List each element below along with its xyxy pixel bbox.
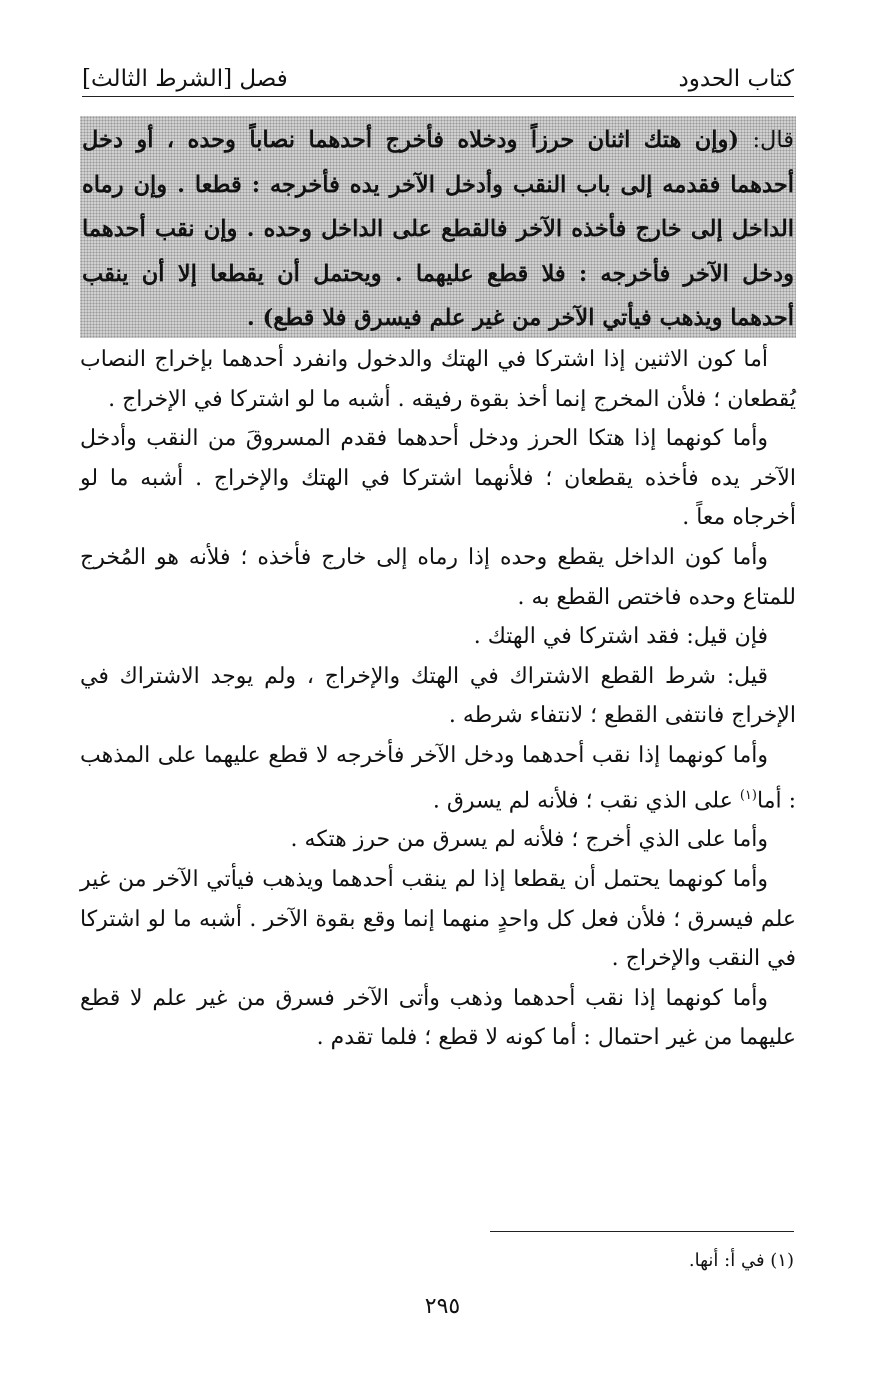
matn-highlighted-block <box>80 116 796 338</box>
header-rule <box>82 96 794 97</box>
paragraph <box>80 736 796 821</box>
footnote: (١) في أ: أنها. <box>688 1250 794 1271</box>
book-title: كتاب الحدود <box>678 66 794 92</box>
paragraph: أما كون الاثنين إذا اشتركا في الهتك والدخول وانفرد أحدهما بإخراج النصاب يُقطعان ؛ فلأن المخرج إنما أخذ بقوة رفيقه . أشبه ما لو اشتركا في الإخراج . <box>80 347 796 412</box>
paragraph: وأما كونهما يحتمل أن يقطعا إذا لم ينقب أحدهما ويذهب فيأتي الآخر من غير علم فيسرق ؛ فلأن فعل كل واحدٍ منهما إنما وقع بقوة الآخر . أشبه ما لو اشتركا في النقب والإخراج . <box>80 867 796 972</box>
paragraph: وأما كونهما إذا نقب أحدهما وذهب وأتى الآخر فسرق من غير علم لا قطع عليهما من غير احتمال : أما كونه لا قطع ؛ فلما تقدم . <box>80 985 796 1051</box>
running-header <box>82 52 794 92</box>
footnote-marker: (١) <box>739 787 757 803</box>
section-title: فصل [الشرط الثالث] <box>82 66 288 92</box>
paragraph: فإن قيل: فقد اشتركا في الهتك . <box>473 624 768 650</box>
paragraph: وأما كون الداخل يقطع وحده إذا رماه إلى خارج فأخذه ؛ فلأنه هو المُخرج للمتاع وحده فاختص القطع به . <box>80 544 796 610</box>
footnote-rule <box>490 1231 794 1232</box>
paragraph: قيل: شرط القطع الاشتراك في الهتك والإخراج ، ولم يوجد الاشتراك في الإخراج فانتفى القطع ؛ لانتفاء شرطه . <box>80 663 796 729</box>
matn-text: (وإن هتك اثنان حرزاً ودخلاه فأخرج أحدهما نصاباً وحده ، أو دخل أحدهما فقدمه إلى باب النقب وأدخل الآخر يده فأخرجه : قطعا . وإن رماه الداخل إلى خارج فأخذه الآخر فالقطع على الداخل وحده . وإن نقب أحدهما ودخل الآخر فأخرجه : فلا قطع عليهما . ويحتمل أن يقطعا إلا أن ينقب أحدهما ويذهب فيأتي الآخر من غير علم فيسرق فلا قطع) . <box>82 127 794 331</box>
paragraph: وأما على الذي أخرج ؛ فلأنه لم يسرق من حرز هتكه . <box>290 827 768 853</box>
paragraph-text: وأما كونهما إذا نقب أحدهما ودخل الآخر فأخرجه لا قطع عليهما على المذهب : أما <box>80 742 796 813</box>
matn-lead: قال: <box>752 127 794 153</box>
commentary-body <box>80 340 796 1058</box>
paragraph-text: على الذي نقب ؛ فلأنه لم يسرق . <box>432 787 733 813</box>
page-number: ٢٩٥ <box>424 1294 461 1319</box>
paragraph: وأما كونهما إذا هتكا الحرز ودخل أحدهما فقدم المسروقَ من النقب وأدخل الآخر يده فأخذه يقطعان ؛ فلأنهما اشتركا في الهتك والإخراج . أشبه ما لو أخرجاه معاً . <box>80 426 796 531</box>
